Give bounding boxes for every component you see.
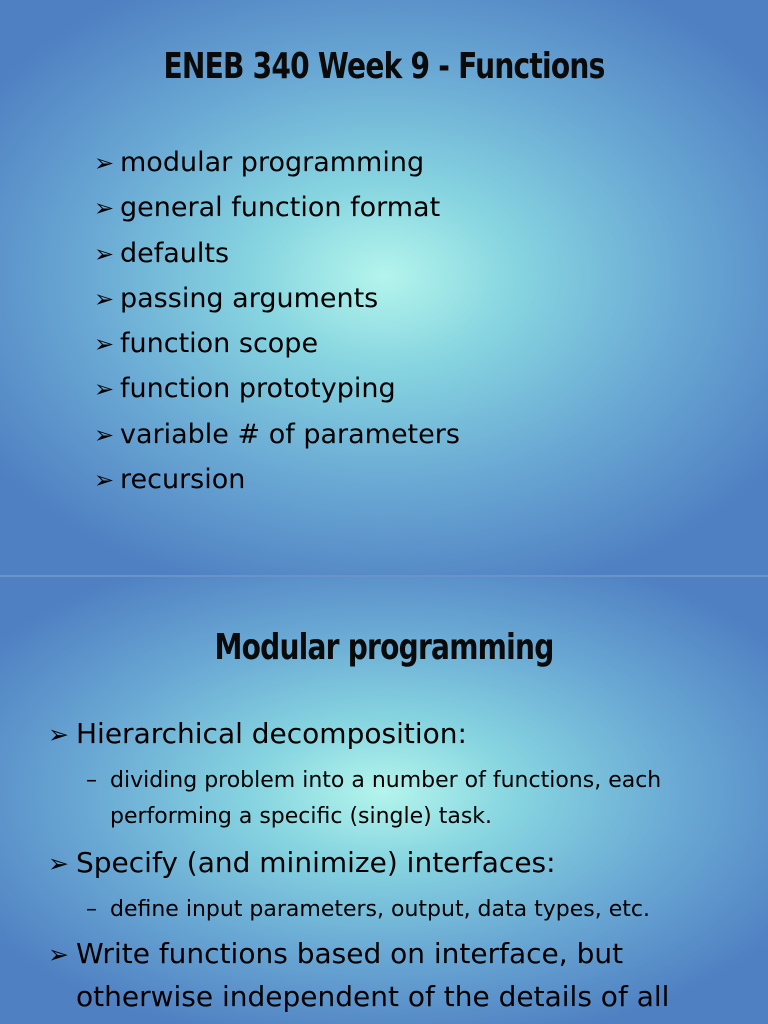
list-item: ➢ function scope: [94, 321, 460, 366]
dash-bullet-icon: –: [86, 768, 97, 793]
arrow-bullet-icon: ➢: [94, 330, 115, 359]
dash-bullet-icon: –: [86, 897, 97, 922]
arrow-bullet-icon: ➢: [94, 239, 115, 268]
slide-title: Modular programming: [214, 627, 554, 668]
slide-title: ENEB 340 Week 9 - Functions: [163, 46, 605, 87]
arrow-bullet-icon: ➢: [94, 194, 115, 223]
arrow-bullet-icon: ➢: [94, 284, 115, 313]
arrow-bullet-icon: ➢: [48, 940, 69, 969]
arrow-bullet-icon: ➢: [94, 466, 115, 495]
list-item: ➢ variable # of parameters: [94, 412, 460, 457]
list-item: ➢ function prototyping: [94, 366, 460, 411]
arrow-bullet-icon: ➢: [48, 849, 69, 878]
list-item: ➢ general function format: [94, 185, 460, 230]
slide-2: [0, 577, 768, 1024]
sub-bullet-continuation: performing a specific (single) task.: [110, 804, 493, 829]
arrow-bullet-icon: ➢: [94, 375, 115, 404]
arrow-bullet-icon: ➢: [94, 149, 115, 177]
arrow-bullet-icon: ➢: [94, 420, 115, 449]
list-item: ➢ defaults: [94, 231, 460, 276]
bullet-item: ➢ Hierarchical decomposition:: [48, 714, 467, 755]
bullet-item: ➢ Write functions based on interface, but: [48, 934, 623, 975]
list-item: ➢ recursion: [94, 457, 460, 502]
bullet-continuation: otherwise independent of the details of all: [76, 980, 670, 1013]
list-item: ➢ passing arguments: [94, 276, 460, 321]
sub-bullet-item: – dividing problem into a number of functions, each: [86, 762, 661, 799]
bullet-list: [94, 140, 460, 502]
bullet-item: ➢ Specify (and minimize) interfaces:: [48, 843, 556, 884]
list-item: ➢ modular programming: [94, 140, 460, 185]
sub-bullet-item: – define input parameters, output, data types, etc.: [86, 891, 650, 928]
arrow-bullet-icon: ➢: [48, 720, 69, 749]
